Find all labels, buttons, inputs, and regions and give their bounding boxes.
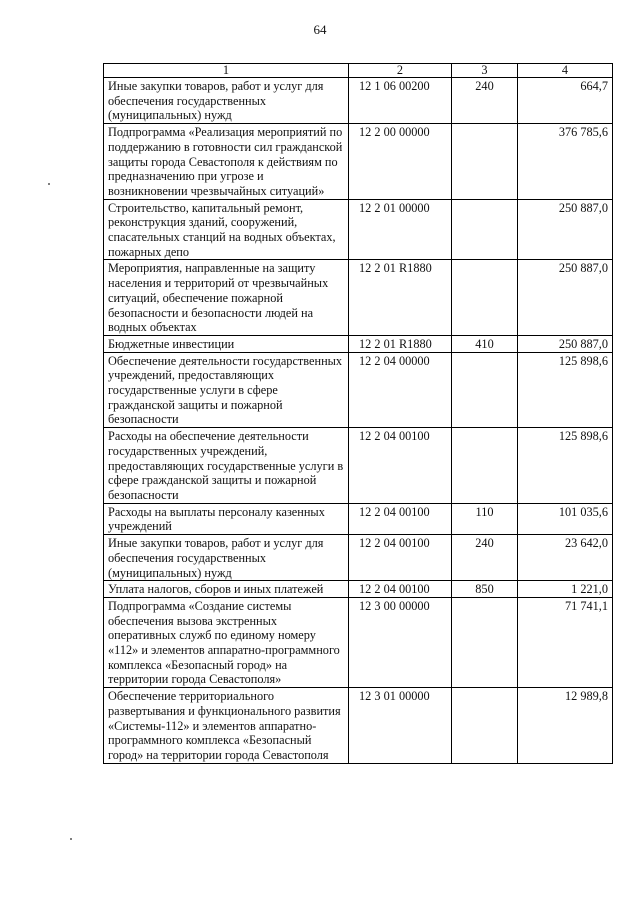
row-name: Подпрограмма «Реализация мероприятий по поддержанию в готовности сил гражданской защиты города Севастополя к действиям по предназначению при угрозе и возникновении чрезвычайных ситуаций»	[104, 124, 349, 200]
row-code: 12 1 06 00200	[349, 78, 452, 124]
table-row	[104, 335, 613, 352]
row-amount: 12 989,8	[518, 688, 613, 764]
row-name: Расходы на обеспечение деятельности государственных учреждений, предоставляющих государственные услуги в сфере гражданской защиты и пожарной безопасности	[104, 428, 349, 504]
row-expense-type	[452, 428, 518, 504]
column-header-amount: 4	[518, 64, 613, 78]
row-expense-type	[452, 199, 518, 260]
row-code: 12 2 04 00100	[349, 535, 452, 581]
table-row	[104, 352, 613, 428]
row-amount: 101 035,6	[518, 503, 613, 534]
row-amount: 125 898,6	[518, 428, 613, 504]
table-row	[104, 535, 613, 581]
row-amount: 250 887,0	[518, 335, 613, 352]
row-code: 12 2 04 00100	[349, 581, 452, 598]
budget-table	[103, 63, 613, 764]
row-name: Строительство, капитальный ремонт, реконструкция зданий, сооружений, спасательных станций на водных объектах, пожарных депо	[104, 199, 349, 260]
row-code: 12 2 04 00000	[349, 352, 452, 428]
row-expense-type	[452, 352, 518, 428]
table-row	[104, 688, 613, 764]
column-header-code: 2	[349, 64, 452, 78]
table-row	[104, 597, 613, 687]
row-expense-type: 240	[452, 78, 518, 124]
page-number: 64	[313, 22, 327, 37]
row-expense-type: 850	[452, 581, 518, 598]
table-row	[104, 199, 613, 260]
row-code: 12 3 00 00000	[349, 597, 452, 687]
row-amount: 250 887,0	[518, 260, 613, 336]
row-name: Подпрограмма «Создание системы обеспечения вызова экстренных оперативных служб по единому номеру «112» и элементов аппаратно-программного комплекса «Безопасный город» на территории города Севастополя»	[104, 597, 349, 687]
table-row	[104, 260, 613, 336]
row-expense-type	[452, 260, 518, 336]
row-code: 12 2 04 00100	[349, 428, 452, 504]
row-amount: 23 642,0	[518, 535, 613, 581]
table-row	[104, 428, 613, 504]
column-header-name: 1	[104, 64, 349, 78]
scan-speck	[48, 183, 50, 185]
row-amount: 1 221,0	[518, 581, 613, 598]
row-code: 12 2 01 R1880	[349, 260, 452, 336]
row-name: Обеспечение деятельности государственных учреждений, предоставляющих государственные услуги в сфере гражданской защиты и пожарной безопасности	[104, 352, 349, 428]
row-name: Уплата налогов, сборов и иных платежей	[104, 581, 349, 598]
row-name: Иные закупки товаров, работ и услуг для обеспечения государственных (муниципальных) нужд	[104, 78, 349, 124]
table-row	[104, 581, 613, 598]
row-amount: 250 887,0	[518, 199, 613, 260]
row-expense-type: 110	[452, 503, 518, 534]
row-name: Расходы на выплаты персоналу казенных учреждений	[104, 503, 349, 534]
table-header-row	[104, 64, 613, 78]
row-expense-type	[452, 597, 518, 687]
scan-speck	[70, 838, 72, 840]
column-header-expense-type: 3	[452, 64, 518, 78]
row-expense-type: 240	[452, 535, 518, 581]
row-amount: 125 898,6	[518, 352, 613, 428]
row-expense-type	[452, 124, 518, 200]
row-name: Мероприятия, направленные на защиту населения и территорий от чрезвычайных ситуаций, обеспечение пожарной безопасности и безопасности людей на водных объектах	[104, 260, 349, 336]
row-amount: 71 741,1	[518, 597, 613, 687]
row-name: Бюджетные инвестиции	[104, 335, 349, 352]
row-name: Иные закупки товаров, работ и услуг для обеспечения государственных (муниципальных) нужд	[104, 535, 349, 581]
table-row	[104, 124, 613, 200]
row-code: 12 2 01 00000	[349, 199, 452, 260]
row-amount: 376 785,6	[518, 124, 613, 200]
row-code: 12 2 00 00000	[349, 124, 452, 200]
row-code: 12 2 01 R1880	[349, 335, 452, 352]
table-row	[104, 78, 613, 124]
row-name: Обеспечение территориального развертывания и функционального развития «Системы-112» и элементов аппаратно-программного комплекса «Безопасный город» на территории города Севастополя	[104, 688, 349, 764]
row-amount: 664,7	[518, 78, 613, 124]
row-code: 12 3 01 00000	[349, 688, 452, 764]
row-expense-type: 410	[452, 335, 518, 352]
row-expense-type	[452, 688, 518, 764]
table-row	[104, 503, 613, 534]
row-code: 12 2 04 00100	[349, 503, 452, 534]
